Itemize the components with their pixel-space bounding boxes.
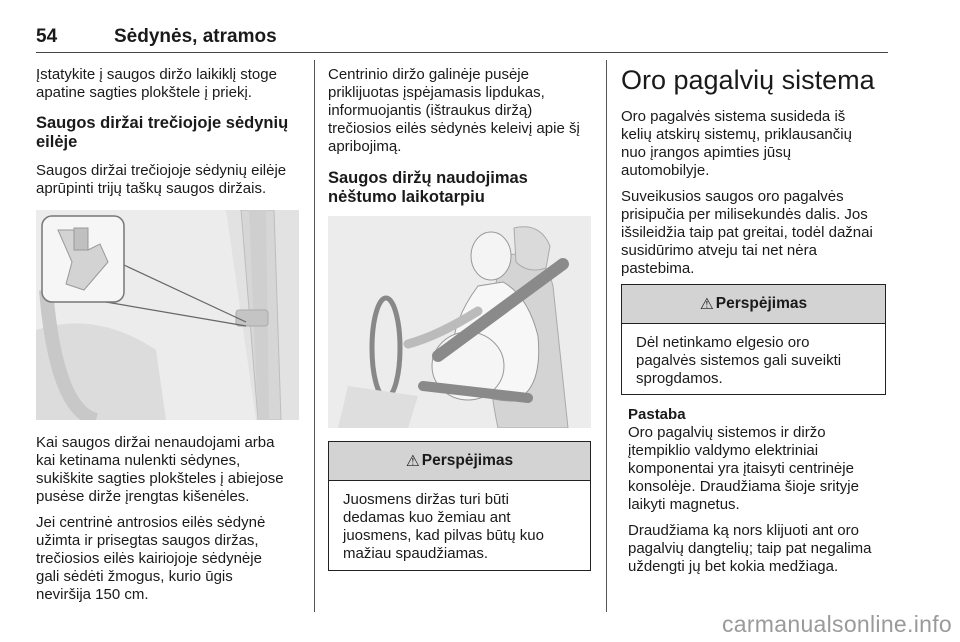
section-heading-pregnancy xyxy=(328,169,593,207)
page-number: 54 xyxy=(36,26,58,47)
warning-triangle-icon: ⚠ xyxy=(405,452,420,470)
page-header xyxy=(36,26,888,54)
heading-line: eilėje xyxy=(36,133,78,151)
text-line: Kai saugos diržai nenaudojami arba xyxy=(36,434,275,451)
text-line: Suveikusios saugos oro pagalvės xyxy=(621,188,844,205)
note-paragraph xyxy=(628,522,888,576)
text-line: Saugos diržai trečiojoje sėdynių eilėje xyxy=(36,162,287,179)
text-line: susidūrimo atveju tai net nėra xyxy=(621,242,817,259)
header-rule xyxy=(36,52,888,53)
warning-box-airbag xyxy=(621,284,886,395)
column-divider-left xyxy=(314,60,315,612)
text-line: trečiosios eilės sėdynės keleivį apie šį xyxy=(328,120,580,137)
text-line: Oro pagalvių sistemos ir diržo xyxy=(628,424,826,441)
heading-line: Saugos diržai trečiojoje sėdynių xyxy=(36,114,289,132)
text-line: mažiau spaudžiamas. xyxy=(343,545,489,562)
text-line: pagalvių dangtelių; taip pat negalima xyxy=(628,540,872,557)
chapter-title: Sėdynės, atramos xyxy=(114,26,277,47)
text-line: pusėse dirže įrengtas kišenėles. xyxy=(36,488,250,505)
text-line: sprogdamos. xyxy=(636,370,723,387)
note-label: Pastaba xyxy=(628,406,686,423)
watermark: carmanualsonline.info xyxy=(721,611,952,637)
warning-title: Perspėjimas xyxy=(421,452,514,469)
warning-header xyxy=(329,442,590,481)
text-line: automobilyje. xyxy=(621,162,710,179)
text-line: apribojimą. xyxy=(328,138,402,155)
text-line: užimta ir prisegtas saugos diržas, xyxy=(36,532,259,549)
text-line: sukiškite sagties plokšteles į abiejose xyxy=(36,470,284,487)
text-line: gali sėdėti žmogus, kurio ūgis xyxy=(36,568,233,585)
column-2 xyxy=(328,60,593,207)
pregnancy-seatbelt-illustration xyxy=(328,216,591,428)
airbag-intro-paragraph xyxy=(621,108,889,180)
text-line: Juosmens diržas turi būti xyxy=(343,491,509,508)
warning-header xyxy=(622,285,885,324)
column-divider-right xyxy=(606,60,607,612)
text-line: komponentai yra įtaisyti centrinėje xyxy=(628,460,854,477)
text-line: Jei centrinė antrosios eilės sėdynė xyxy=(36,514,266,531)
text-line: prisipučia per milisekundės dalis. Jos xyxy=(621,206,868,223)
text-line: pastebima. xyxy=(621,260,695,277)
heading-line: Saugos diržų naudojimas xyxy=(328,169,528,187)
text-line: įtempiklio valdymo elektriniai xyxy=(628,442,819,459)
text-line: apatine sagties plokštele į priekį. xyxy=(36,84,252,101)
text-line: pagalvės sistemos gali suveikti xyxy=(636,352,842,369)
warning-triangle-icon: ⚠ xyxy=(699,295,714,313)
text-line: išsileidžia taip pat greitai, todėl dažnai xyxy=(621,224,873,241)
text-line: aprūpinti trijų taškų saugos diržais. xyxy=(36,180,267,197)
text-line: uždengti jų bet kokia medžiaga. xyxy=(628,558,839,575)
text-line: informuojantis (ištraukus diržą) xyxy=(328,102,533,119)
text-line: konsolėje. Draudžiama šioje srityje xyxy=(628,478,859,495)
text-line: dedamas kuo žemiau ant xyxy=(343,509,511,526)
section-title-airbags: Oro pagalvių sistema xyxy=(621,65,875,95)
text-line: kelių atskirų sistemų, priklausančių xyxy=(621,126,852,143)
column-1-lower xyxy=(36,434,301,604)
text-line: laikyti magnetus. xyxy=(628,496,740,513)
text-line: Dėl netinkamo elgesio oro xyxy=(636,334,810,351)
heading-line: nėštumo laikotarpiu xyxy=(328,188,485,206)
text-line: Įstatykite į saugos diržo laikiklį stoge xyxy=(36,66,277,83)
text-line: neviršija 150 cm. xyxy=(36,586,149,603)
warning-box-pregnancy xyxy=(328,441,591,571)
text-line: priklijuotas įspėjamasis lipdukas, xyxy=(328,84,545,101)
text-line: Centrinio diržo galinėje pusėje xyxy=(328,66,529,83)
text-line: kai ketinama nulenkti sėdynes, xyxy=(36,452,241,469)
stowing-paragraph xyxy=(36,434,301,506)
warning-text xyxy=(622,324,885,388)
intro-paragraph xyxy=(36,66,301,102)
text-line: trečiosios eilės kairiojoje sėdynėje xyxy=(36,550,262,567)
warning-sticker-paragraph xyxy=(328,66,593,156)
note-paragraph xyxy=(628,424,888,514)
column-3 xyxy=(621,60,889,278)
text-line: nuo įrangos apimties jūsų xyxy=(621,144,792,161)
note-block xyxy=(628,406,888,576)
height-limit-paragraph xyxy=(36,514,301,604)
airbag-deploy-paragraph xyxy=(621,188,889,278)
text-line: Oro pagalvės sistema susideda iš xyxy=(621,108,846,125)
column-1 xyxy=(36,60,301,198)
warning-text xyxy=(329,481,590,563)
third-row-paragraph xyxy=(36,162,301,198)
section-heading-third-row xyxy=(36,114,301,152)
rear-seatbelt-illustration xyxy=(36,210,299,420)
text-line: juosmens, kad pilvas būtų kuo xyxy=(343,527,544,544)
warning-title: Perspėjimas xyxy=(715,295,808,312)
text-line: Draudžiama ką nors klijuoti ant oro xyxy=(628,522,859,539)
